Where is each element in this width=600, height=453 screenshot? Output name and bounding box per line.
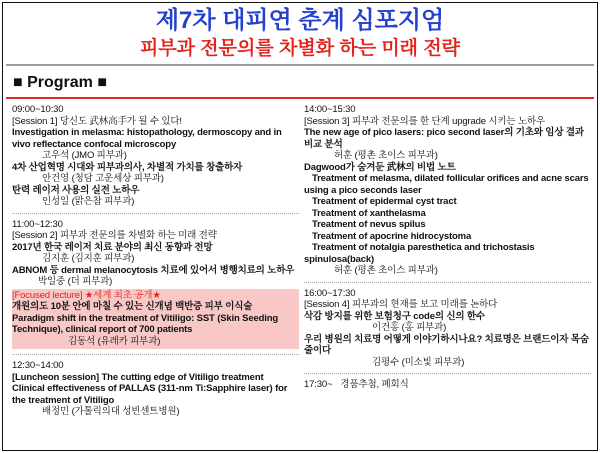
talk-title: 우리 병원의 치료명 어떻게 이야기하시나요? 치료명은 브랜드이자 목숨줄이다 [304,333,589,356]
closing-block [304,373,591,391]
header-divider [6,64,594,66]
speaker: 허훈 (평촌 초이스 피부과) [334,265,438,276]
session-2 [12,213,299,288]
treatment-item: Treatment of notalgia paresthetica and trichostasis spinulosa(back) [304,242,535,265]
speaker: 고우석 (JMO 피부과) [42,150,127,161]
talk-title: Investigation in melasma: histopathology, dermoscopy and in vivo reflectance confocal microscopy [12,127,282,150]
session-3 [304,104,591,277]
session-1 [12,104,299,208]
focused-lecture-label: [Focused lecture] ★세계 최초 공개★ [12,289,161,301]
conference-title: 제7차 대피연 춘계 심포지엄 [155,7,445,34]
talk-title: 4차 산업혁명 시대와 피부과의사, 차별적 가치를 창출하자 [12,161,243,173]
speaker: 김평수 (미소빛 피부과) [372,356,465,368]
talk-title: Dagwood가 숨겨둔 武林의 비법 노트 [304,161,456,173]
talk-title: The new age of pico lasers: pico second laser의 기초와 임상 결과 비교 분석 [304,127,584,150]
right-column [304,104,591,446]
talk-title: Clinical effectiveness of PALLAS (311-nm Ti:Sapphire laser) for the treatment of Vitiligo [12,383,288,406]
session-time: 09:00~10:30 [12,104,64,115]
talk-title: 2017년 한국 레이저 치료 분야의 최신 동향과 전망 [12,241,213,253]
closing-label: 경품추첨, 폐회식 [340,379,409,390]
session-label: [Session 1] 당신도 武林高手가 될 수 있다! [12,115,182,127]
left-column [12,104,299,446]
luncheon-session [12,354,299,418]
speaker: 이건홍 (홍 피부과) [372,322,447,333]
closing-time: 17:30~ [304,379,333,390]
speaker: 안건영 (청담 고운세상 피부과) [42,173,164,184]
speaker: 김동석 (유레카 피부과) [68,335,161,347]
talk-title: 삭감 방지를 위한 보험청구 code의 신의 한수 [304,310,485,322]
session-time: 14:00~15:30 [304,104,356,115]
session-label: [Session 2] 피부과 전문의를 차별화 하는 미래 전략 [12,230,217,241]
treatment-item: Treatment of apocrine hidrocystoma [312,230,472,242]
speaker: 김지훈 (김지훈 피부과) [42,253,135,264]
speaker: 인성일 (맑은참 피부과) [42,196,135,207]
session-label: [Session 3] 피부과 전문의를 한 단계 upgrade 시키는 노하우 [304,115,546,127]
talk-title: ABNOM 등 dermal melanocytosis 치료에 있어서 병행치료의 노하우 [12,264,295,276]
program-heading: ■ Program ■ [13,74,108,91]
session-time: 11:00~12:30 [12,218,63,230]
session-time: 12:30~14:00 [12,360,64,371]
treatment-item: Treatment of nevus spilus [312,219,426,230]
session-time: 16:00~17:30 [304,287,356,299]
speaker: 박일중 (더 피부과) [38,276,113,287]
talk-title: 개원의도 10분 안에 마칠 수 있는 신개념 백반증 피부 이식술 [12,301,253,312]
session-label: [Session 4] 피부과의 현재를 보고 미래를 논하다 [304,299,498,310]
program-divider [6,97,594,99]
talk-title: Paradigm shift in the treatment of Vitiligo: SST (Skin Seeding Technique), clinical report of 700 patients [12,312,279,335]
treatment-item: Treatment of xanthelasma [312,207,426,219]
session-4 [304,282,591,369]
conference-subtitle: 피부과 전문의를 차별화 하는 미래 전략 [139,38,461,59]
speaker: 배정민 (가톨릭의대 성빈센트병원) [42,406,180,417]
speaker: 허훈 (평촌 초이스 피부과) [334,150,438,161]
talk-title: 탄력 레이저 사용의 실전 노하우 [12,184,140,196]
focused-lecture-block [12,289,299,350]
treatment-item: Treatment of epidermal cyst tract [312,196,457,207]
treatment-item: Treatment of melasma, dilated follicular orifices and acne scars using a pico seconds laser [304,173,589,196]
session-label: [Luncheon session] The cutting edge of Vitiligo treatment [12,371,264,383]
